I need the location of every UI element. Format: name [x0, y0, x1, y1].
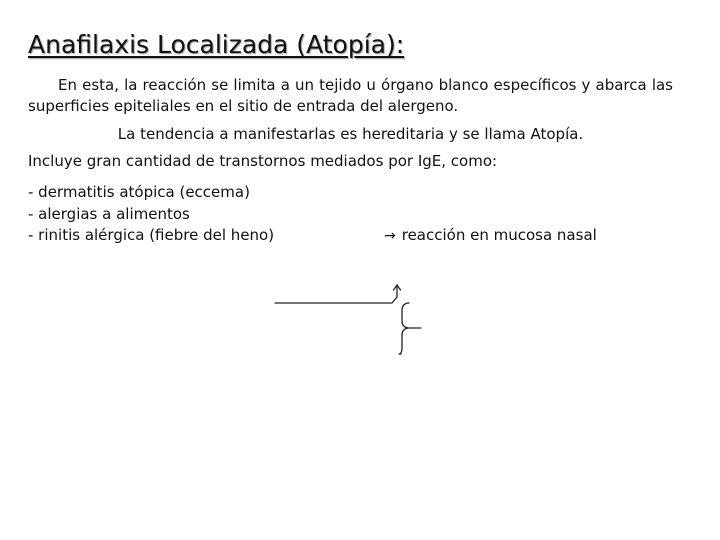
intro-paragraph: En esta, la reacción se limita a un tejido u órgano blanco específicos y abarca las superficies epiteliales en el sitio de entrada del alergeno. [28, 76, 673, 115]
tendency-statement: La tendencia a manifestarlas es hereditaria y se llama Atopía. [117, 125, 584, 143]
disorder-list [28, 182, 274, 247]
curly-brace [399, 303, 409, 354]
slide-title: Anafilaxis Localizada (Atopía): [28, 30, 405, 59]
nasal-mucosa-label: reacción en mucosa nasal [401, 226, 597, 244]
includes-statement: Incluye gran cantidad de transtornos mediados por IgE, como: [28, 152, 498, 170]
list-item-rhinitis: - rinitis alérgica (fiebre del heno) [28, 226, 275, 244]
list-item-dermatitis: - dermatitis atópica (eccema) [28, 183, 250, 201]
list-item-food-allergy: - alergias a alimentos [28, 204, 190, 223]
connector-line [275, 285, 397, 303]
nasal-mucosa-note [384, 225, 597, 247]
bracket-connector-diagram [270, 275, 430, 360]
right-arrow-icon: → [384, 228, 396, 244]
